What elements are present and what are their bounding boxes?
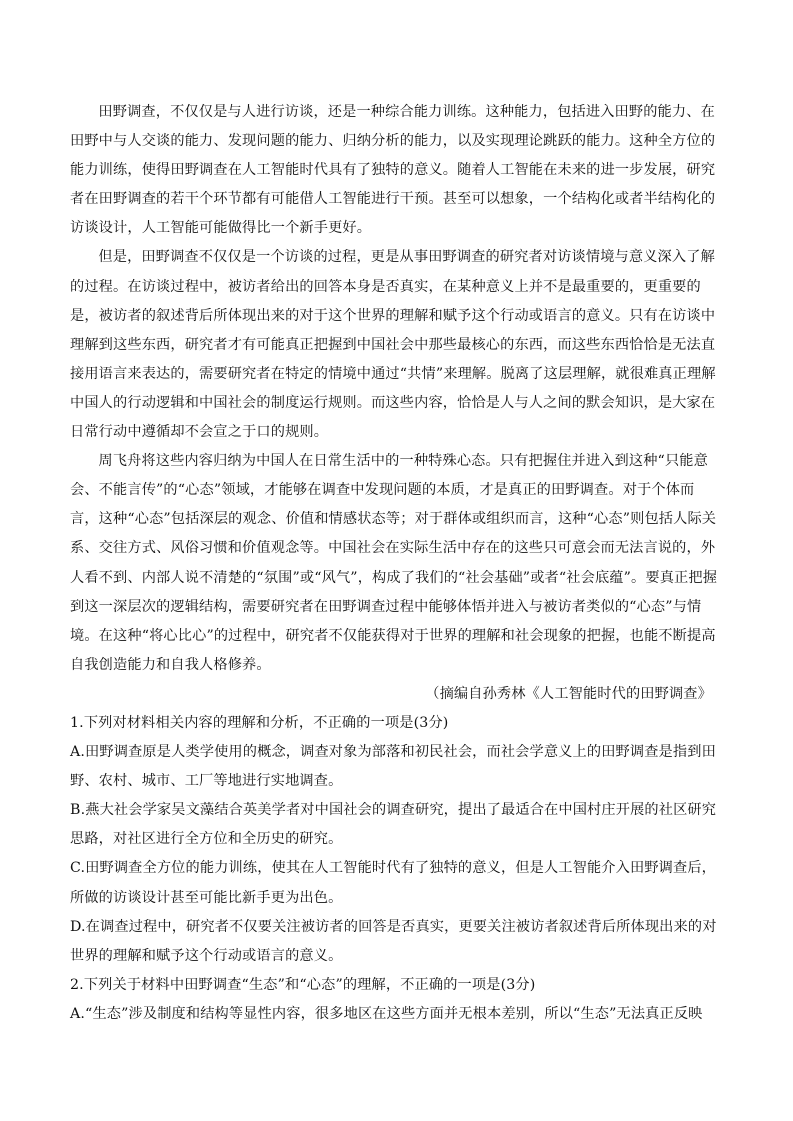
- article-body: [70, 98, 722, 1029]
- option-d: D.在调查过程中，研究者不仅要关注被访者的回答是否真实，更要关注被访者叙述背后所体现出来的对世界的理解和赋予这个行动或语言的意义。: [70, 918, 717, 964]
- source-citation: （摘编自孙秀林《人工智能时代的田野调查》: [425, 685, 712, 702]
- question-2: [70, 971, 722, 1029]
- question-1: [70, 709, 722, 971]
- option-a: A.“生态”涉及制度和结构等显性内容，很多地区在这些方面并无根本差别，所以“生态”无法真正反映: [70, 1005, 703, 1022]
- option-c: C.田野调查全方位的能力训练，使其在人工智能时代有了独特的意义，但是人工智能介入田野调查后，所做的访谈设计甚至可能比新手更为出色。: [70, 860, 717, 906]
- paragraph-2: 但是，田野调查不仅仅是一个访谈的过程，更是从事田野调查的研究者对访谈情境与意义深入了解的过程。在访谈过程中，被访者给出的回答本身是否真实，在某种意义上并不是最重要的，更重要的是，被访者的叙述背后所体现出来的对于这个世界的理解和赋予这个行动或语言的意义。只有在访谈中理解到这些东西，研究者才有可能真正把握到中国社会中那些最核心的东西，而这些东西恰恰是无法直接用语言来表达的，需要研究者在特定的情境中通过“共情”来理解。脱离了这层理解，就很难真正理解中国人的行动逻辑和中国社会的制度运行规则。而这些内容，恰恰是人与人之间的默会知识，是大家在日常行动中遵循却不会宣之于口的规则。: [70, 249, 716, 441]
- paragraph-1: 田野调查，不仅仅是与人进行访谈，还是一种综合能力训练。这种能力，包括进入田野的能力、在田野中与人交谈的能力、发现问题的能力、归纳分析的能力，以及实现理论跳跃的能力。这种全方位的能力训练，使得田野调查在人工智能时代具有了独特的意义。随着人工智能在未来的进一步发展，研究者在田野调查的若干个环节都有可能借人工智能进行干预。甚至可以想象，一个结构化或者半结构化的访谈设计，人工智能可能做得比一个新手更好。: [70, 104, 716, 237]
- option-a: A.田野调查原是人类学使用的概念，调查对象为部落和初民社会，而社会学意义上的田野调查是指到田野、农村、城市、工厂等地进行实地调查。: [70, 744, 716, 790]
- question-title: 2.下列关于材料中田野调查“生态”和“心态”的理解，不正确的一项是(3分): [70, 976, 536, 993]
- question-title: 1.下列对材料相关内容的理解和分析，不正确的一项是(3分): [70, 714, 449, 731]
- paragraph-3: 周飞舟将这些内容归纳为中国人在日常生活中的一种特殊心态。只有把握住并进入到这种“只能意会、不能言传”的“心态”领域，才能够在调查中发现问题的本质，才是真正的田野调查。对于个体而言，这种“心态”包括深层的观念、价值和情感状态等；对于群体或组织而言，这种“心态”则包括人际关系、交往方式、风俗习惯和价值观念等。中国社会在实际生活中存在的这些只可意会而无法言说的，外人看不到、内部人说不清楚的“氛围”或“风气”，构成了我们的“社会基础”或者“社会底蕴”。要真正把握到这一深层次的逻辑结构，需要研究者在田野调查过程中能够体悟并进入与被访者类似的“心态”与情境。在这种“将心比心”的过程中，研究者不仅能获得对于世界的理解和社会现象的把握，也能不断提高自我创造能力和自我人格修养。: [70, 453, 718, 673]
- option-b: B.燕大社会学家吴文藻结合英美学者对中国社会的调查研究，提出了最适合在中国村庄开展的社区研究思路，对社区进行全方位和全历史的研究。: [70, 802, 717, 848]
